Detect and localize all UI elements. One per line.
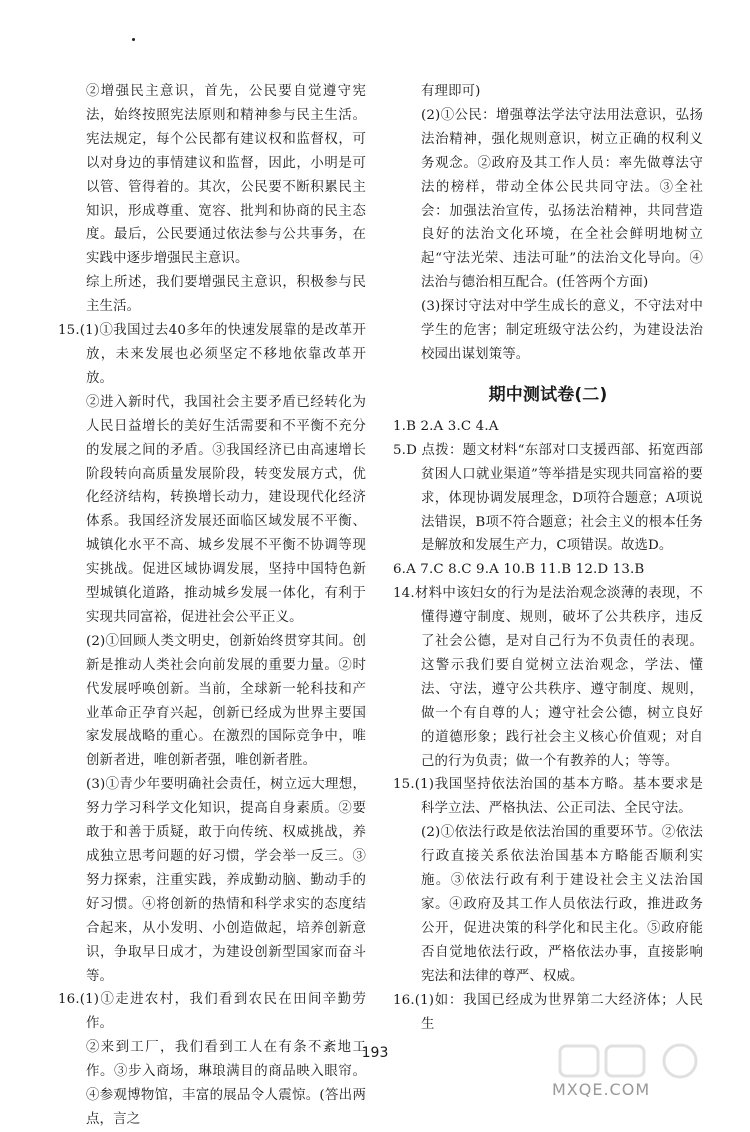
question-15-part-2: (2)①依法行政是依法治国的重要环节。②依法行政直接关系依法治国基本方略能否顺利实施。③依法行政有利于建设社会主义法治国家。④政府及其工作人员依法行政，推进政务公开，促进决策的科学化和民主化。⑤政府能否自觉地依法行政，严格依法办事，直接影响宪法和法律的尊严、权威。 bbox=[421, 825, 703, 984]
answer-part-2: (2)①公民：增强尊法学法守法用法意识，弘扬法治精神，强化规则意识，树立正确的权利义务观念。②政府及其工作人员：率先做尊法守法的榜样，带动全体公民共同守法。③全社会：加强法治宣传，弘扬法治精神，共同营造良好的法治文化环境，在全社会鲜明地树立起“守法光荣、违法可耻”的法治文化导向。④法治与德治相互配合。(任答两个方面) bbox=[421, 107, 703, 291]
page-number: 193 bbox=[361, 1045, 389, 1061]
left-column bbox=[58, 80, 366, 1132]
summary-paragraph: 综上所述，我们要增强民主意识，积极参与民主生活。 bbox=[86, 275, 366, 315]
question-15-part-3: (3)①青少年要明确社会责任，树立远大理想，努力学习科学文化知识，提高自身素质。②要敢于和善于质疑，敢于向传统、权威挑战，养成独立思考问题的好习惯，学会举一反三。③努力探索，注重实践，养成勤动脑、勤动手的好习惯。④将创新的热情和科学求实的态度结合起来，从小发明、小创造做起，培养创新意识，争取早日成才，为建设创新型国家而奋斗等。 bbox=[86, 777, 366, 984]
question-16-answer-cont: ②来到工厂，我们看到工人在有条不紊地工作。③步入商场，琳琅满目的商品映入眼帘。④参观博物馆，丰富的展品令人震惊。(答出两点，言之 bbox=[86, 1040, 366, 1127]
continued-text: 有理即可) bbox=[421, 84, 481, 99]
right-column bbox=[393, 80, 703, 1036]
question-15-answer: 15.(1)①我国过去40多年的快速发展靠的是改革开放，未来发展也必须坚定不移地依靠改革开放。 bbox=[58, 323, 366, 386]
answer-part-3: (3)探讨守法对中学生成长的意义，不守法对中学生的危害；制定班级守法公约，为建设法治校园出谋划策等。 bbox=[421, 299, 703, 362]
answer-5-explanation: 5.D 点拨：题文材料“东部对口支援西部、拓宽西部贫困人口就业渠道”等举措是实现共同富裕的要求，体现协调发展理念，D项符合题意；A项说法错误，B项不符合题意；社会主义的根本任务是解放和发展生产力，C项错误。故选D。 bbox=[393, 442, 703, 554]
question-15-answer-cont: ②进入新时代，我国社会主要矛盾已经转化为人民日益增长的美好生活需要和不平衡不充分的发展之间的矛盾。③我国经济已由高速增长阶段转向高质量发展阶段，转变发展方式，优化经济结构，转换增长动力，建设现代化经济体系。我国经济发展还面临区域发展不平衡、城镇化水平不高、城乡发展不平衡不协调等现实挑战。促进区域协调发展，坚持中国特色新型城镇化道路，推动城乡发展一体化，有利于实现共同富裕，促进社会公平正义。 bbox=[86, 394, 366, 625]
question-14-answer: 14.材料中该妇女的行为是法治观念淡薄的表现，不懂得遵守制度、规则，破坏了公共秩序，违反了社会公德，是对自己行为不负责任的表现。这警示我们要自觉树立法治观念，学法、懂法、守法，遵守公共秩序、遵守制度、规则，做一个有自尊的人；遵守社会公德，树立良好的道德形象；践行社会主义核心价值观；对自己的行为负责；做一个有教养的人；等等。 bbox=[393, 586, 703, 769]
question-16-answer: 16.(1)如：我国已经成为世界第二大经济体；人民生 bbox=[393, 992, 703, 1032]
watermark-text: MXQE.COM bbox=[552, 1080, 651, 1099]
answer-paragraph: ②增强民主意识，首先，公民要自觉遵守宪法，始终按照宪法原则和精神参与民主生活。宪法规定，每个公民都有建议权和监督权，可以对身边的事情建议和监督，因此，小明是可以管、管得着的。其次，公民要不断积累民主知识，形成尊重、宽容、批判和协商的民主态度。最后，公民要通过依法参与公共事务，在实践中逐步增强民主意识。 bbox=[86, 84, 366, 267]
answers-6-13: 6.A 7.C 8.C 9.A 10.B 11.B 12.D 13.B bbox=[393, 562, 645, 578]
question-15-part-2: (2)①回顾人类文明史，创新始终贯穿其间。创新是推动人类社会向前发展的重要力量。②时代发展呼唤创新。当前，全球新一轮科技和产业革命正孕育兴起，创新已经成为世界主要国家发展战略的重心。在激烈的国际竞争中，唯创新者进，唯创新者强，唯创新者胜。 bbox=[86, 633, 366, 769]
answers-1-4: 1.B 2.A 3.C 4.A bbox=[393, 418, 499, 434]
question-15-answer: 15.(1)我国坚持依法治国的基本方略。基本要求是科学立法、严格执法、公正司法、全民守法。 bbox=[393, 777, 703, 817]
section-title: 期中测试卷(二) bbox=[488, 384, 608, 405]
question-16-answer: 16.(1)①走进农村，我们看到农民在田间辛勤劳作。 bbox=[58, 992, 366, 1032]
print-mark-dot bbox=[132, 38, 135, 41]
